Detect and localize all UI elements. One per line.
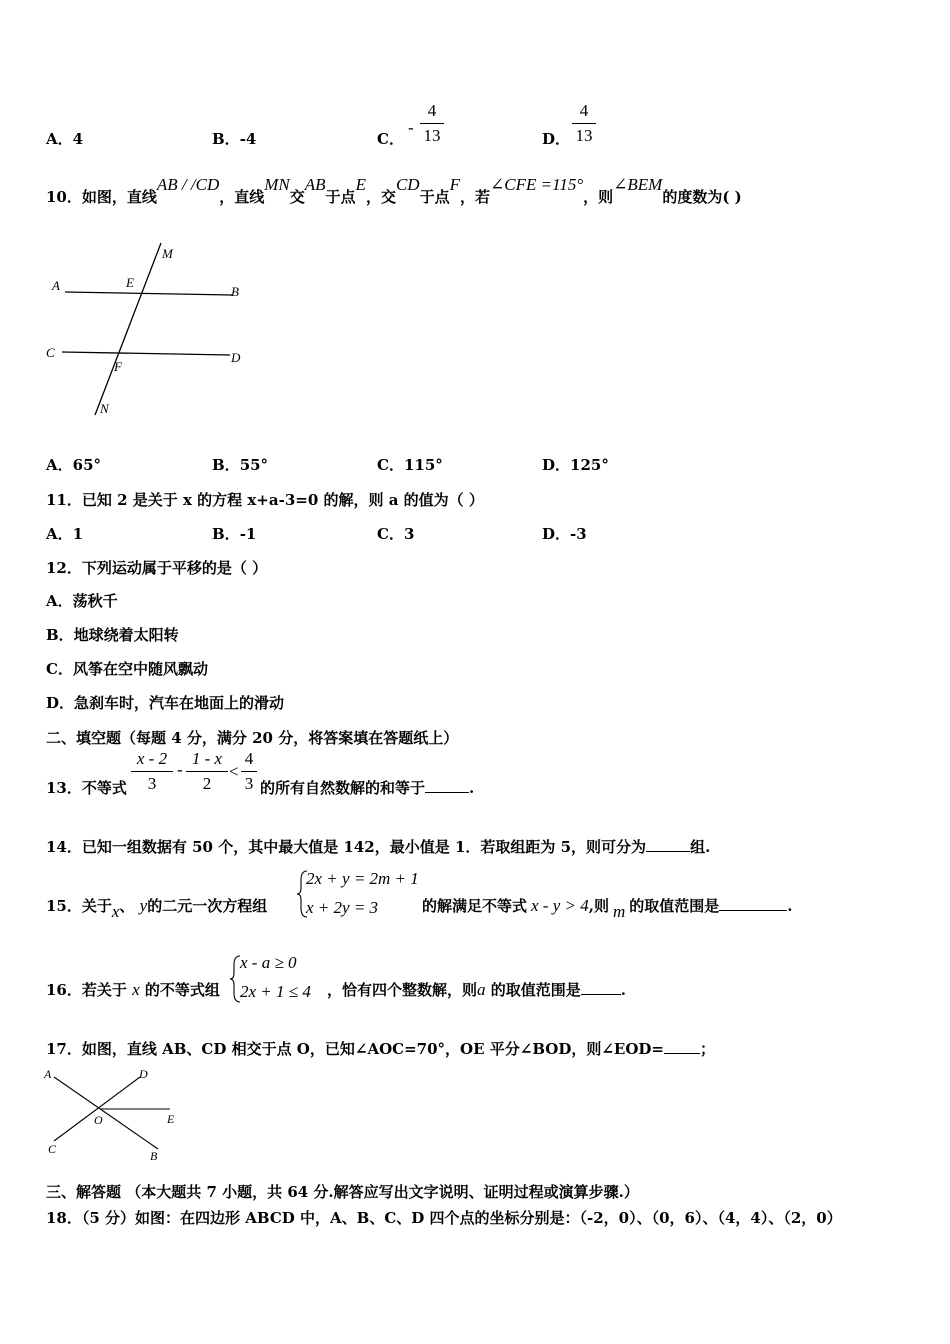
q11-option-a: A．1 xyxy=(46,525,84,543)
q17-label-c: C xyxy=(48,1142,57,1156)
q9-option-d-label: D． xyxy=(542,130,571,148)
q17-label-d: D xyxy=(139,1067,148,1081)
section-2-heading: 二、填空题（每题 4 分，满分 20 分，将答案填在答题纸上） xyxy=(46,729,459,747)
q13-fraction-3: 4 3 xyxy=(241,749,257,794)
q16-inequality-1: x - a ≥ 0 xyxy=(240,953,297,972)
q9-option-c-fraction: 4 13 xyxy=(420,101,444,146)
q10-label-e: E xyxy=(126,275,134,290)
q17-label-a: A xyxy=(44,1067,52,1081)
q17-label-o: O xyxy=(94,1113,103,1127)
question-14: 14．已知一组数据有 50 个，其中最大值是 142，最小值是 1．若取组距为 5，则可分为 组. xyxy=(46,838,711,856)
q10-label-a: A xyxy=(52,278,60,293)
q17-label-b: B xyxy=(150,1149,158,1163)
q12-option-d: D．急刹车时，汽车在地面上的滑动 xyxy=(46,694,285,712)
question-10-stem: 10．如图，直线AB / /CD，直线MN交AB于点E，交CD于点F，若∠CFE =115°，则∠BEM的度数为( ) xyxy=(46,175,742,206)
q17-label-e: E xyxy=(167,1112,175,1126)
q10-option-c: C．115° xyxy=(377,456,443,474)
q9-option-c-label: C． xyxy=(377,130,404,148)
q9-option-c-sign: - xyxy=(408,118,414,137)
question-11-stem: 11．已知 2 是关于 x 的方程 x+a-3=0 的解，则 a 的值为（ ） xyxy=(46,491,484,509)
q13-suffix: 的所有自然数解的和等于 . xyxy=(260,779,475,797)
q15-equation-1: 2x + y = 2m + 1 xyxy=(306,869,419,888)
q9-option-b: B．-4 xyxy=(212,130,257,148)
q10-label-m: M xyxy=(162,246,173,261)
question-12-stem: 12．下列运动属于平移的是（ ） xyxy=(46,559,268,577)
q16-suffix: ，恰有四个整数解，则a 的取值范围是 . xyxy=(327,980,626,999)
q15-answer-blank[interactable] xyxy=(719,910,787,911)
q16-answer-blank[interactable] xyxy=(581,994,621,995)
q13-answer-blank[interactable] xyxy=(425,792,469,793)
q14-answer-blank[interactable] xyxy=(646,851,690,852)
section-3-heading: 三、解答题 （本大题共 7 小题，共 64 分.解答应写出文字说明、证明过程或演算步骤.） xyxy=(46,1183,639,1201)
q15-prefix: 15．关于x、 y的二元一次方程组 xyxy=(46,896,268,921)
q13-fraction-1: x - 2 3 xyxy=(131,749,173,794)
q13-minus: - xyxy=(177,760,183,779)
q13-less-than: < xyxy=(229,762,239,781)
q10-option-a: A．65° xyxy=(46,456,102,474)
q10-option-b: B．55° xyxy=(212,456,269,474)
q10-option-d: D．125° xyxy=(542,456,609,474)
q16-inequality-2: 2x + 1 ≤ 4 xyxy=(240,982,311,1001)
q12-option-a: A．荡秋千 xyxy=(46,592,118,610)
q12-option-c: C．风筝在空中随风飘动 xyxy=(46,660,208,678)
question-17: 17．如图，直线 AB、CD 相交于点 O，已知∠AOC=70°，OE 平分∠BOD，则∠EOD= ； xyxy=(46,1040,716,1058)
q12-option-b: B．地球绕着太阳转 xyxy=(46,626,179,644)
q13-fraction-2: 1 - x 2 xyxy=(186,749,228,794)
q11-option-b: B．-1 xyxy=(212,525,257,543)
q10-figure xyxy=(40,235,260,425)
q10-label-f: F xyxy=(114,359,122,374)
q15-suffix: 的解满足不等式 x - y > 4,则 m 的取值范围是 . xyxy=(422,896,793,921)
q9-option-d-fraction: 4 13 xyxy=(572,101,596,146)
q10-label-c: C xyxy=(46,345,55,360)
q10-label-n: N xyxy=(100,401,109,416)
q11-option-d: D．-3 xyxy=(542,525,587,543)
q11-option-c: C．3 xyxy=(377,525,415,543)
question-18: 18．（5 分）如图：在四边形 ABCD 中，A、B、C、D 四个点的坐标分别是：（-2，0）、（0，6）、（4，4）、（2，0） xyxy=(46,1209,842,1227)
q15-equation-2: x + 2y = 3 xyxy=(306,898,379,917)
q17-answer-blank[interactable] xyxy=(664,1053,700,1054)
q10-label-d: D xyxy=(231,350,241,365)
q13-prefix: 13．不等式 xyxy=(46,779,127,797)
q10-label-b: B xyxy=(231,284,239,299)
q16-prefix: 16．若关于 x 的不等式组 xyxy=(46,980,220,999)
q17-figure xyxy=(40,1063,190,1163)
q9-option-a: A．4 xyxy=(46,130,84,148)
